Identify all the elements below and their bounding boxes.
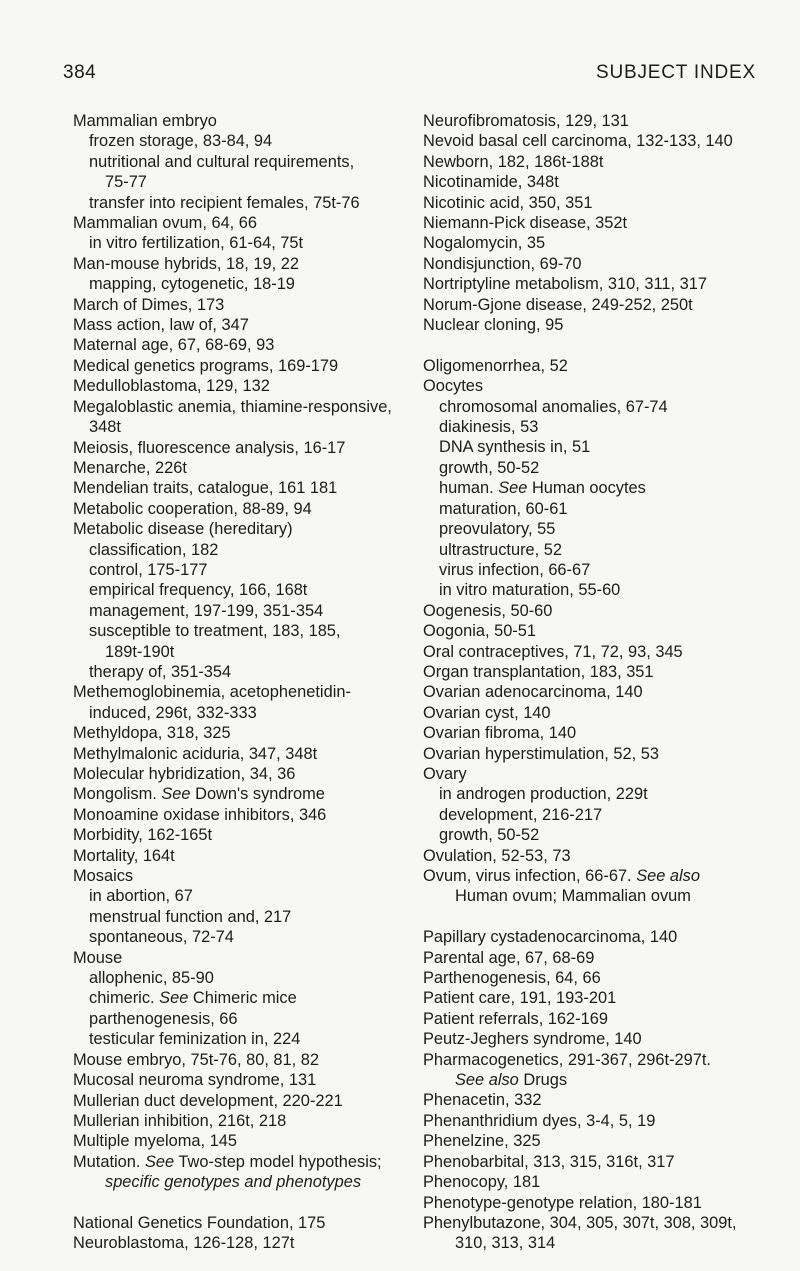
- index-entry-text: Parental age, 67, 68-69: [423, 948, 595, 967]
- index-entry-text: Nevoid basal cell carcinoma, 132-133, 140: [423, 132, 733, 151]
- index-entry-text: Human ovum; Mammalian ovum: [455, 887, 691, 906]
- index-entry-text: Molecular hybridization, 34, 36: [73, 765, 296, 783]
- index-entry-text: Methemoglobinemia, acetophenetidin-: [73, 683, 351, 702]
- index-entry-text: Nogalomycin, 35: [423, 234, 546, 253]
- index-entry: [423, 478, 773, 498]
- index-entry: [423, 499, 773, 519]
- index-entry: [73, 152, 393, 172]
- index-entry: [423, 1111, 773, 1131]
- index-entry-text: growth, 50-52: [439, 826, 540, 845]
- index-entry-text: Methylmalonic aciduria, 347, 348t: [73, 744, 318, 763]
- index-entry-text: mapping, cytogenetic, 18-19: [89, 275, 295, 294]
- index-entry-text: control, 175-177: [89, 560, 208, 579]
- index-entry: [423, 152, 773, 172]
- index-entry: [73, 1009, 393, 1029]
- index-entry: [423, 1070, 773, 1090]
- index-entry-text: human.: [439, 479, 494, 498]
- index-entry-text: Oocytes: [423, 377, 484, 396]
- index-entry: [423, 825, 773, 845]
- index-entry: [73, 744, 393, 764]
- index-entry-text: management, 197-199, 351-354: [89, 601, 324, 620]
- index-entry-text: in vitro fertilization, 61-64, 75t: [89, 234, 304, 253]
- index-entry: [423, 1193, 773, 1213]
- index-entry-text: Menarche, 226t: [73, 458, 187, 477]
- see-target: Chimeric mice: [192, 989, 297, 1008]
- index-entry-text: Man-mouse hybrids, 18, 19, 22: [73, 254, 299, 273]
- index-entry: [423, 458, 773, 478]
- index-entry-text: 348t: [89, 418, 121, 437]
- index-entry: [73, 478, 393, 498]
- index-entry: [73, 417, 393, 437]
- index-column-right: [423, 111, 773, 1254]
- index-entry-text: Phenanthridium dyes, 3-4, 5, 19: [423, 1111, 656, 1130]
- index-entry-text: chimeric.: [89, 989, 155, 1008]
- index-entry-text: parthenogenesis, 66: [89, 1009, 238, 1028]
- index-entry: [423, 437, 773, 457]
- index-entry-text: Phenotype-genotype relation, 180-181: [423, 1193, 702, 1212]
- index-entry-text: 310, 313, 314: [455, 1234, 556, 1253]
- index-entry-text: Nicotinamide, 348t: [423, 173, 559, 192]
- index-entry: [73, 1233, 393, 1253]
- index-entry-text: specific genotypes and phenotypes: [105, 1173, 362, 1192]
- index-entry: [423, 540, 773, 560]
- see-target: Drugs: [523, 1071, 568, 1090]
- see-target: Human oocytes: [531, 479, 646, 498]
- index-entry: [423, 274, 773, 294]
- index-entry-text: Medulloblastoma, 129, 132: [73, 377, 270, 396]
- index-entry: [423, 764, 773, 784]
- index-entry: [423, 927, 773, 947]
- index-entry-text: Phenacetin, 332: [423, 1091, 542, 1110]
- index-entry: [423, 193, 773, 213]
- index-entry-text: menstrual function and, 217: [89, 907, 292, 926]
- index-entry: [423, 723, 773, 743]
- index-entry: [423, 948, 773, 968]
- index-entry-text: nutritional and cultural requirements,: [89, 152, 355, 171]
- index-entry-text: March of Dimes, 173: [73, 295, 225, 314]
- index-entry-text: susceptible to treatment, 183, 185,: [89, 622, 341, 641]
- index-entry-text: empirical frequency, 166, 168t: [89, 581, 308, 600]
- index-entry: [423, 744, 773, 764]
- index-entry-text: Oligomenorrhea, 52: [423, 356, 568, 375]
- index-entry: [73, 988, 393, 1008]
- see-reference: See: [144, 1152, 175, 1171]
- index-entry: [423, 703, 773, 723]
- see-target: Two-step model hypothesis;: [178, 1152, 382, 1171]
- see-reference: See also: [636, 867, 700, 886]
- index-entry: [423, 784, 773, 804]
- index-entry-text: Patient care, 191, 193-201: [423, 989, 617, 1008]
- index-entry-text: Nuclear cloning, 95: [423, 316, 564, 335]
- index-entry: [73, 1091, 393, 1111]
- index-entry: [423, 254, 773, 274]
- index-entry: [423, 1090, 773, 1110]
- index-entry: [423, 356, 773, 376]
- index-entry-text: Mullerian inhibition, 216t, 218: [73, 1111, 287, 1130]
- index-entry: [73, 580, 393, 600]
- index-entry-text: Patient referrals, 162-169: [423, 1009, 608, 1028]
- index-entry: [73, 111, 393, 131]
- index-entry: [423, 111, 773, 131]
- index-entry-text: Norum-Gjone disease, 249-252, 250t: [423, 295, 693, 314]
- index-entry: [423, 315, 773, 335]
- index-entry: [73, 131, 393, 151]
- index-section-gap: [73, 1193, 393, 1213]
- index-entry-text: 189t-190t: [105, 642, 175, 661]
- index-entry-text: Mongolism.: [73, 785, 157, 804]
- index-entry-text: Peutz-Jeghers syndrome, 140: [423, 1030, 642, 1049]
- index-entry: [423, 1152, 773, 1172]
- index-entry-text: Monoamine oxidase inhibitors, 346: [73, 805, 327, 824]
- index-entry: [423, 1233, 773, 1253]
- index-entry: [73, 1070, 393, 1090]
- index-entry: [73, 601, 393, 621]
- index-entry: [423, 682, 773, 702]
- index-entry-text: Phenelzine, 325: [423, 1132, 541, 1151]
- index-entry: [73, 376, 393, 396]
- index-entry: [73, 499, 393, 519]
- index-entry: [423, 988, 773, 1008]
- see-reference: See also: [455, 1071, 519, 1090]
- index-entry: [423, 805, 773, 825]
- index-entry: [73, 356, 393, 376]
- index-entry: [73, 1050, 393, 1070]
- index-entry-text: development, 216-217: [439, 805, 603, 824]
- index-entry: [423, 621, 773, 641]
- index-entry-text: Phenobarbital, 313, 315, 316t, 317: [423, 1152, 675, 1171]
- index-entry-text: Oogenesis, 50-60: [423, 601, 553, 620]
- index-entry-text: Pharmacogenetics, 291-367, 296t-297t.: [423, 1050, 711, 1069]
- index-entry-text: Oral contraceptives, 71, 72, 93, 345: [423, 642, 683, 661]
- index-entry-text: frozen storage, 83-84, 94: [89, 132, 273, 151]
- index-entry-text: Methyldopa, 318, 325: [73, 724, 231, 743]
- index-entry: [423, 642, 773, 662]
- index-entry-text: Mosaics: [73, 867, 134, 886]
- index-entry-text: Mammalian ovum, 64, 66: [73, 214, 258, 233]
- index-entry: [73, 825, 393, 845]
- index-entry-text: transfer into recipient females, 75t-76: [89, 193, 360, 212]
- index-entry: [73, 519, 393, 539]
- index-entry: [73, 1029, 393, 1049]
- see-reference: See: [498, 479, 528, 498]
- index-entry: [73, 907, 393, 927]
- index-entry: [73, 295, 393, 315]
- index-entry: [73, 682, 393, 702]
- index-entry: [423, 580, 773, 600]
- index-entry-text: Nondisjunction, 69-70: [423, 254, 582, 273]
- index-entry-text: Ovarian fibroma, 140: [423, 724, 577, 743]
- index-entry: [423, 519, 773, 539]
- index-entry-text: Mendelian traits, catalogue, 161 181: [73, 479, 338, 498]
- index-entry-text: Nicotinic acid, 350, 351: [423, 193, 593, 212]
- index-entry: [423, 662, 773, 682]
- index-entry-text: ultrastructure, 52: [439, 540, 562, 559]
- index-entry: [423, 1131, 773, 1151]
- index-entry: [73, 621, 393, 641]
- index-entry: [73, 948, 393, 968]
- index-entry-text: Mouse: [73, 948, 123, 967]
- index-entry-text: chromosomal anomalies, 67-74: [439, 397, 668, 416]
- index-entry-text: Metabolic disease (hereditary): [73, 520, 293, 539]
- index-entry-text: Nortriptyline metabolism, 310, 311, 317: [423, 275, 707, 294]
- index-entry-text: Parthenogenesis, 64, 66: [423, 969, 601, 988]
- running-head: SUBJECT INDEX: [596, 62, 756, 83]
- index-entry-text: Mouse embryo, 75t-76, 80, 81, 82: [73, 1050, 320, 1069]
- index-entry: [73, 438, 393, 458]
- index-entry: [423, 376, 773, 396]
- index-entry-text: Niemann-Pick disease, 352t: [423, 214, 628, 233]
- index-entry: [73, 274, 393, 294]
- index-entry: [423, 1029, 773, 1049]
- index-entry: [423, 968, 773, 988]
- index-entry: [73, 254, 393, 274]
- index-entry-text: preovulatory, 55: [439, 520, 556, 539]
- index-entry: [73, 315, 393, 335]
- index-entry: [73, 764, 393, 784]
- index-entry: [423, 866, 773, 886]
- index-entry-text: Mortality, 164t: [73, 846, 175, 865]
- index-column-left: [73, 111, 393, 1254]
- index-entry: [423, 397, 773, 417]
- index-entry: [73, 784, 393, 804]
- index-entry: [423, 886, 773, 906]
- index-entry-text: Ovum, virus infection, 66-67.: [423, 867, 632, 886]
- index-entry-text: Meiosis, fluorescence analysis, 16-17: [73, 438, 346, 457]
- index-entry: [73, 1131, 393, 1151]
- index-entry-text: Oogonia, 50-51: [423, 622, 536, 641]
- index-entry: [73, 1172, 393, 1192]
- index-entry-text: induced, 296t, 332-333: [89, 703, 257, 722]
- index-entry-text: Mucosal neuroma syndrome, 131: [73, 1071, 317, 1090]
- index-entry-text: classification, 182: [89, 540, 219, 559]
- index-entry: [73, 723, 393, 743]
- index-entry: [73, 1111, 393, 1131]
- index-entry: [423, 1009, 773, 1029]
- index-entry: [73, 703, 393, 723]
- index-entry: [73, 846, 393, 866]
- index-entry-text: Organ transplantation, 183, 351: [423, 662, 654, 681]
- index-entry: [73, 458, 393, 478]
- index-entry: [423, 233, 773, 253]
- index-entry: [73, 233, 393, 253]
- index-entry-text: Mutation.: [73, 1152, 141, 1171]
- index-entry-text: Medical genetics programs, 169-179: [73, 356, 339, 375]
- index-entry-text: in androgen production, 229t: [439, 785, 648, 804]
- index-entry-text: growth, 50-52: [439, 458, 540, 477]
- index-entry-text: Megaloblastic anemia, thiamine-responsive,: [73, 397, 392, 416]
- index-entry-text: allophenic, 85-90: [89, 969, 214, 988]
- index-entry: [423, 295, 773, 315]
- index-entry: [73, 560, 393, 580]
- index-entry-text: Mammalian embryo: [73, 112, 217, 130]
- index-entry: [73, 642, 393, 662]
- index-entry-text: National Genetics Foundation, 175: [73, 1213, 326, 1232]
- index-entry-text: Ovarian cyst, 140: [423, 703, 551, 722]
- index-entry: [423, 172, 773, 192]
- index-entry: [73, 1213, 393, 1233]
- index-entry: [73, 193, 393, 213]
- index-entry-text: Multiple myeloma, 145: [73, 1132, 237, 1151]
- index-entry-text: virus infection, 66-67: [439, 560, 591, 579]
- see-reference: See: [161, 785, 191, 804]
- index-entry-text: maturation, 60-61: [439, 499, 568, 518]
- index-entry: [423, 1213, 773, 1233]
- index-entry-text: 75-77: [105, 173, 147, 192]
- index-section-gap: [423, 907, 773, 927]
- index-entry: [423, 417, 773, 437]
- index-entry-text: Ovary: [423, 764, 467, 783]
- page-number: 384: [63, 62, 97, 83]
- index-entry-text: Newborn, 182, 186t-188t: [423, 152, 604, 171]
- index-entry: [73, 213, 393, 233]
- index-entry: [73, 805, 393, 825]
- index-entry-text: Neuroblastoma, 126-128, 127t: [73, 1234, 295, 1253]
- index-entry: [423, 846, 773, 866]
- index-entry: [423, 560, 773, 580]
- index-entry-text: Phenylbutazone, 304, 305, 307t, 308, 309t,: [423, 1213, 737, 1232]
- index-entry: [73, 1152, 393, 1172]
- index-entry: [423, 213, 773, 233]
- see-reference: See: [159, 989, 189, 1008]
- index-entry-text: Maternal age, 67, 68-69, 93: [73, 336, 275, 355]
- index-entry-text: Neurofibromatosis, 129, 131: [423, 112, 629, 130]
- index-entry-text: Morbidity, 162-165t: [73, 826, 213, 845]
- index-entry: [423, 601, 773, 621]
- index-entry-text: Ovarian adenocarcinoma, 140: [423, 683, 643, 702]
- index-section-gap: [423, 335, 773, 355]
- see-target: Down's syndrome: [195, 785, 325, 804]
- index-entry-text: Metabolic cooperation, 88-89, 94: [73, 499, 312, 518]
- index-entry-text: Phenocopy, 181: [423, 1173, 541, 1192]
- index-entry-text: therapy of, 351-354: [89, 662, 232, 681]
- index-entry: [73, 335, 393, 355]
- index-entry-text: Ovulation, 52-53, 73: [423, 846, 571, 865]
- index-entry-text: diakinesis, 53: [439, 418, 539, 437]
- index-entry-text: in abortion, 67: [89, 887, 193, 906]
- index-entry: [73, 968, 393, 988]
- index-entry: [73, 172, 393, 192]
- index-entry-text: Mullerian duct development, 220-221: [73, 1091, 343, 1110]
- index-entry-text: DNA synthesis in, 51: [439, 438, 591, 457]
- index-entry-text: in vitro maturation, 55-60: [439, 581, 621, 600]
- index-entry: [423, 1172, 773, 1192]
- index-entry: [423, 131, 773, 151]
- index-entry: [73, 662, 393, 682]
- index-entry: [423, 1050, 773, 1070]
- index-entry-text: spontaneous, 72-74: [89, 928, 234, 947]
- index-entry: [73, 866, 393, 886]
- index-entry: [73, 540, 393, 560]
- index-entry-text: testicular feminization in, 224: [89, 1030, 301, 1049]
- index-entry: [73, 927, 393, 947]
- index-entry: [73, 397, 393, 417]
- index-entry-text: Ovarian hyperstimulation, 52, 53: [423, 744, 659, 763]
- index-entry-text: Mass action, law of, 347: [73, 316, 249, 335]
- index-entry-text: Papillary cystadenocarcinoma, 140: [423, 928, 678, 947]
- index-entry: [73, 886, 393, 906]
